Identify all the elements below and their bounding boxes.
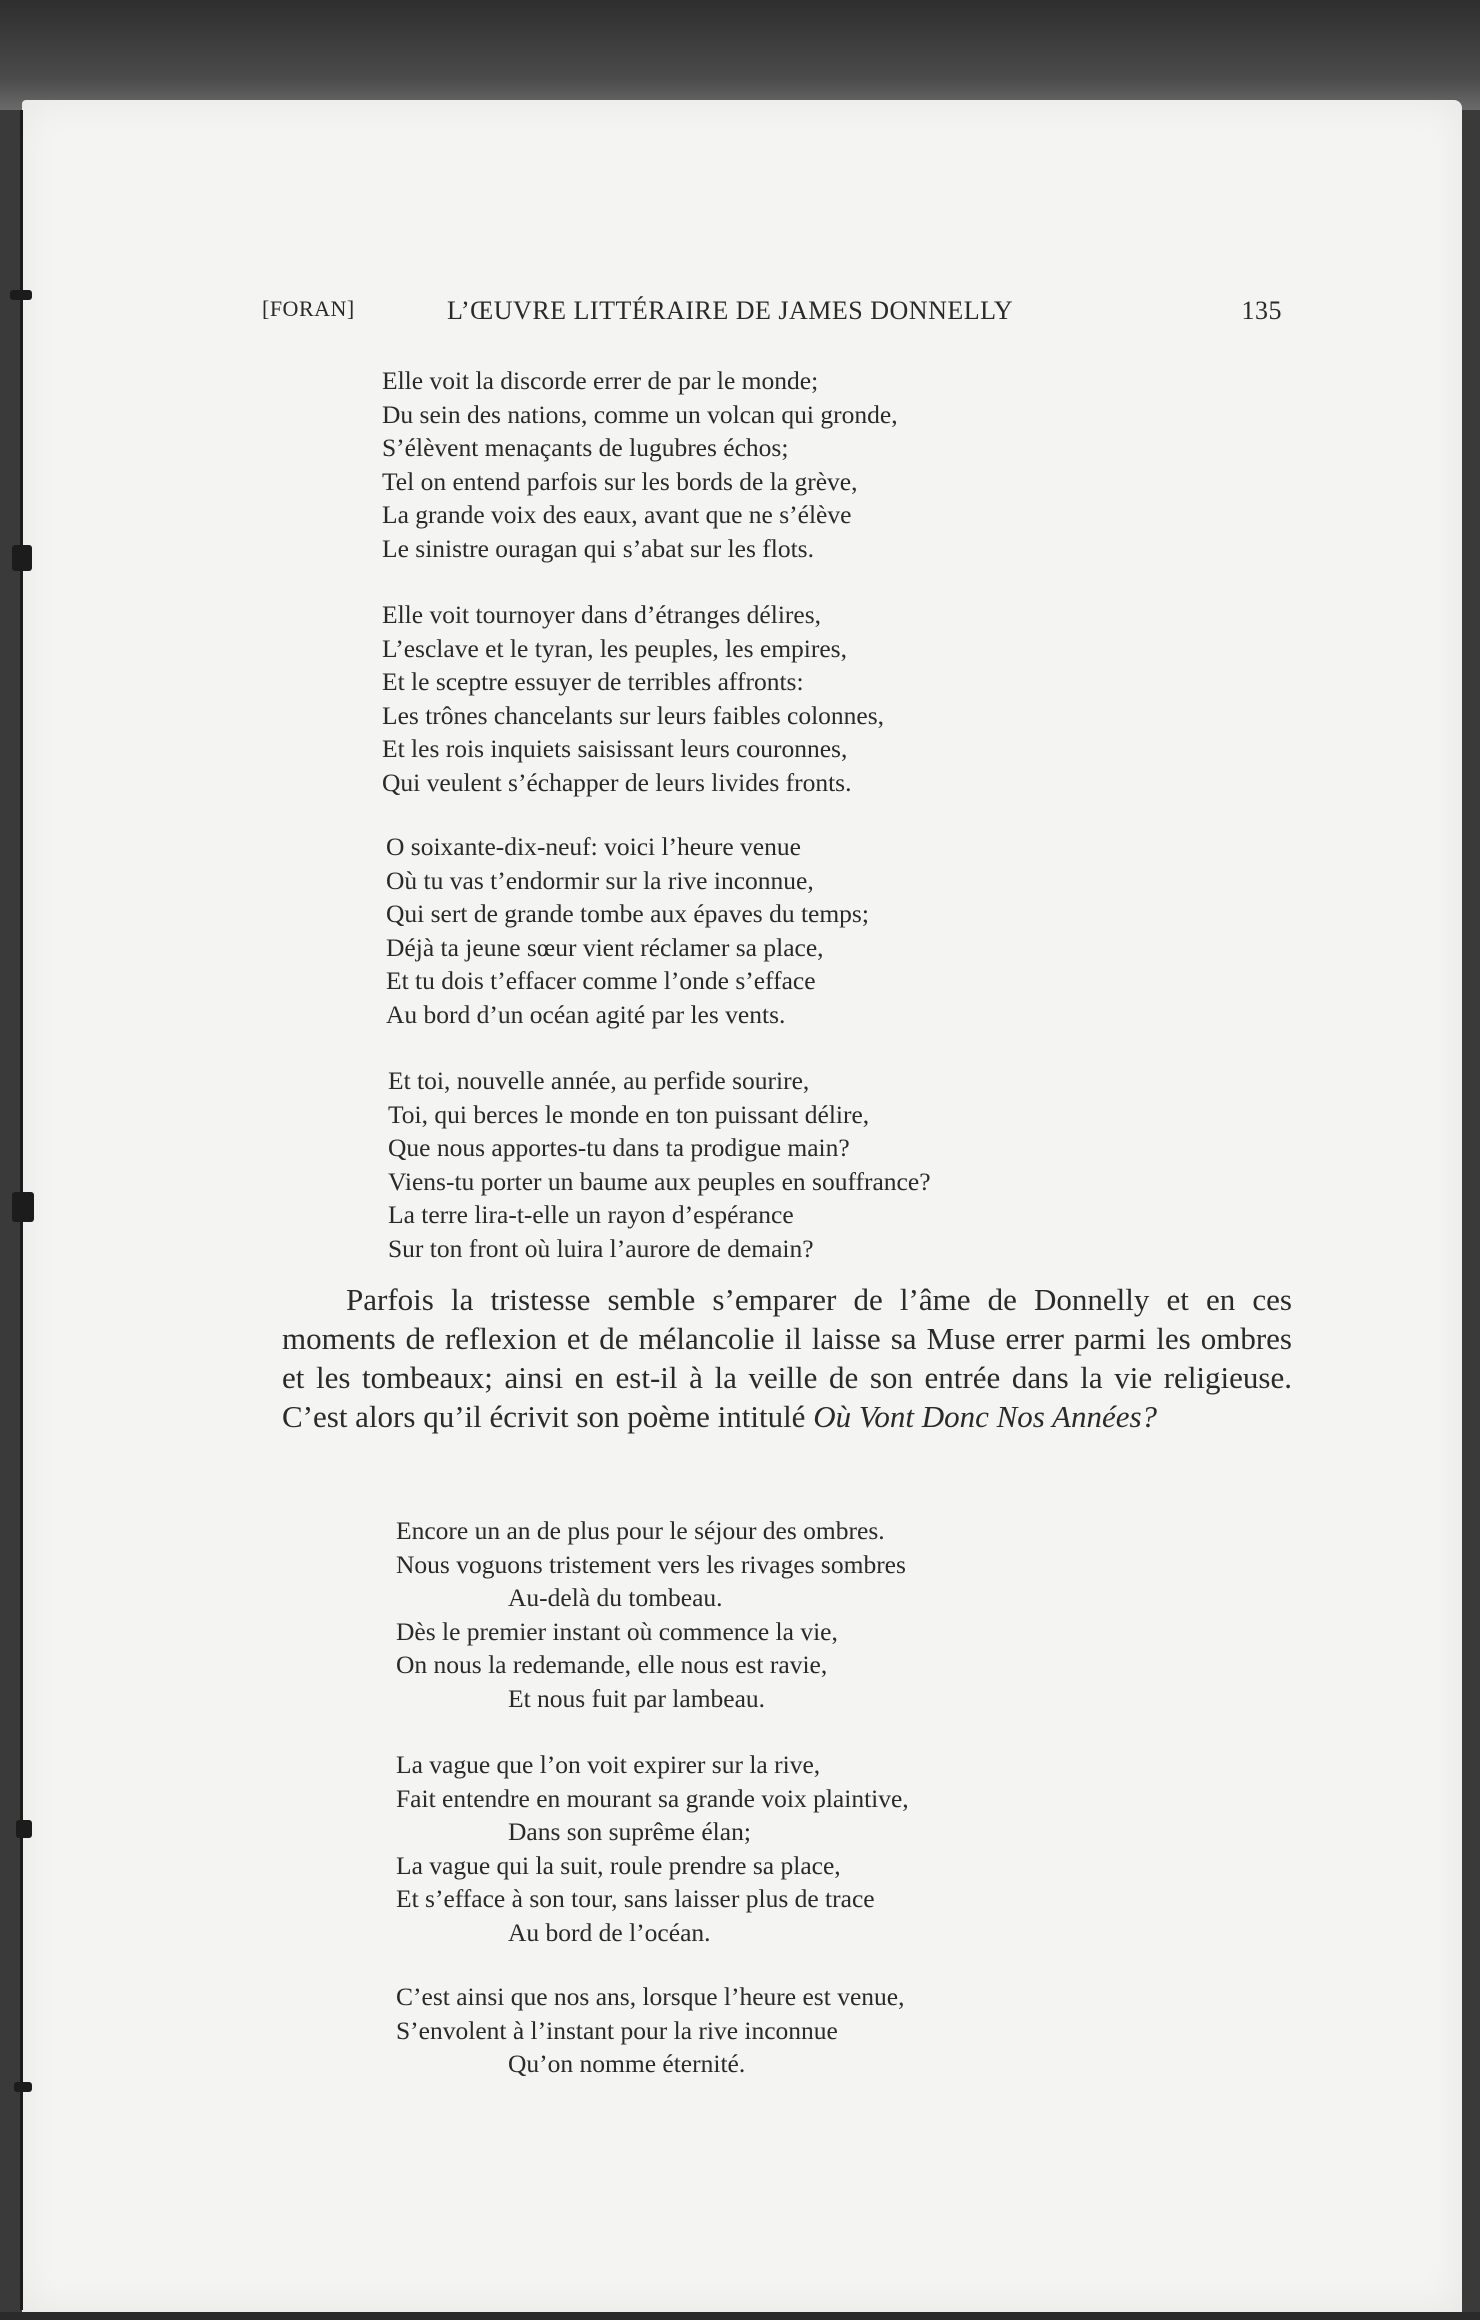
prose-text: Parfois la tristesse semble s’emparer de l’âme de Donnelly et en ces moments de reflexion et de mélancolie il laisse sa Muse errer parmi les ombres et les tombeaux; ainsi en est-il à la veille de son entrée dans la vie religieuse. C’est alors qu’il écrivit son poème intitulé [282,1282,1292,1434]
verse-line: Et s’efface à son tour, sans laisser plus de trace [396,1884,875,1913]
binding-mark [12,1192,34,1222]
header-author: [FORAN] [262,296,355,321]
verse-line-indented: Et nous fuit par lambeau. [508,1683,766,1713]
scan-background [0,0,1480,110]
verse-line: Qui veulent s’échapper de leurs livides fronts. [382,767,852,797]
poem-stanza-6 [396,1748,909,1949]
scan-bottom-edge [0,2312,1480,2320]
verse-line: Où tu vas t’endormir sur la rive inconnue, [386,865,814,895]
verse-line: Tel on entend parfois sur les bords de la grève, [382,466,858,496]
verse-line: Nous voguons tristement vers les rivages sombres [396,1549,906,1579]
verse-line: Viens-tu porter un baume aux peuples en souffrance? [388,1166,931,1196]
verse-line: Le sinistre ouragan qui s’abat sur les flots. [382,533,814,563]
verse-line: Du sein des nations, comme un volcan qui gronde, [382,399,898,429]
verse-line: Fait entendre en mourant sa grande voix plaintive, [396,1783,909,1813]
binding-mark [12,545,32,571]
verse-line: O soixante-dix-neuf: voici l’heure venue [386,832,801,861]
page-number: 135 [1241,296,1282,325]
poem-stanza-5 [396,1514,906,1715]
verse-line: Les trônes chancelants sur leurs faibles colonnes, [382,700,885,730]
poem-stanza-7 [396,1980,904,2081]
verse-line: S’envolent à l’instant pour la rive inconnue [396,2015,838,2045]
poem-stanza-3 [386,830,869,1031]
verse-line: Au bord d’un océan agité par les vents. [386,999,786,1029]
verse-line: Elle voit tournoyer dans d’étranges délires, [382,600,822,629]
verse-line: La vague que l’on voit expirer sur la rive, [396,1750,821,1779]
verse-line: C’est ainsi que nos ans, lorsque l’heure est venue, [396,1982,905,2011]
verse-line: Elle voit la discorde errer de par le monde; [382,366,819,395]
verse-line: La vague qui la suit, roule prendre sa place, [396,1850,841,1880]
verse-line: La terre lira-t-elle un rayon d’espérance [388,1200,794,1229]
binding-mark [16,1820,32,1838]
verse-line: Encore un an de plus pour le séjour des ombres. [396,1516,885,1545]
verse-line: S’élèvent menaçants de lugubres échos; [382,433,789,462]
verse-line: Dès le premier instant où commence la vie, [396,1616,838,1646]
verse-line: On nous la redemande, elle nous est ravie, [396,1650,828,1679]
verse-line-indented: Qu’on nomme éternité. [508,2049,746,2078]
verse-line: Et le sceptre essuyer de terribles affronts: [382,667,804,696]
verse-line-indented: Au bord de l’océan. [508,1917,711,1947]
prose-paragraph [282,1280,1292,1436]
binding-mark [14,2082,32,2092]
running-header [262,296,1282,330]
binding-mark [10,290,32,300]
poem-stanza-4 [388,1064,931,1265]
verse-line: Et toi, nouvelle année, au perfide sourire, [388,1066,810,1095]
verse-line: Qui sert de grande tombe aux épaves du temps; [386,899,869,928]
poem-stanza-1 [382,364,898,565]
verse-line: Que nous apportes-tu dans ta prodigue main? [388,1133,850,1162]
poem-title-italic: Où Vont Donc Nos Années? [813,1399,1158,1434]
verse-line-indented: Dans son suprême élan; [508,1817,751,1846]
verse-line-indented: Au-delà du tombeau. [508,1583,723,1612]
verse-line: Et les rois inquiets saisissant leurs couronnes, [382,734,848,763]
verse-line: L’esclave et le tyran, les peuples, les empires, [382,633,847,663]
verse-line: Sur ton front où luira l’aurore de demain? [388,1233,814,1263]
verse-line: La grande voix des eaux, avant que ne s’élève [382,500,852,529]
poem-stanza-2 [382,598,884,799]
verse-line: Et tu dois t’effacer comme l’onde s’efface [386,966,816,995]
verse-line: Toi, qui berces le monde en ton puissant délire, [388,1099,870,1129]
verse-line: Déjà ta jeune sœur vient réclamer sa place, [386,932,824,962]
header-title: L’ŒUVRE LITTÉRAIRE DE JAMES DONNELLY [447,296,1014,325]
